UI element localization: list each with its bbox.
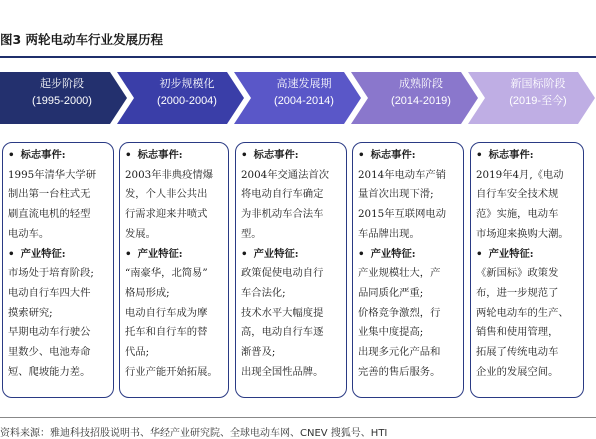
figure-title: 图3 两轮电动车行业发展历程 [0, 32, 164, 47]
card-line: 品同质化严重; [358, 286, 424, 299]
stage-name: 成熟阶段 [399, 77, 443, 90]
card-line: 为非机动车合法车 [241, 208, 324, 221]
card-line: 量首次出现下滑; [358, 188, 434, 201]
card-heading: • 产业特征: [476, 245, 579, 265]
card-line: 代品; [125, 346, 150, 359]
stage-card-1 [2, 142, 114, 398]
title-rule [0, 56, 596, 58]
card-heading: • 产业特征: [8, 245, 109, 265]
card-line: 车品牌出现。 [358, 227, 420, 240]
card-line: 格局形成; [125, 286, 170, 299]
card-line: 电动自行车成为摩 [125, 306, 208, 319]
card-line: 《新国标》政策发 [476, 267, 559, 280]
stage-label-4 [364, 76, 478, 118]
card-line: 电动自行车四大件 [8, 286, 91, 299]
card-line: 发，个人非公共出 [125, 188, 208, 201]
card-line: 范》实施，电动车 [476, 208, 559, 221]
card-line: 拓展了传统电动车 [476, 346, 559, 359]
stage-period: (2000-2004) [157, 95, 217, 107]
stage-card-5 [470, 142, 584, 398]
card-line: 业集中度提高; [358, 326, 424, 339]
card-line: 行业产能开始拓展。 [125, 365, 218, 378]
card-line: 摸索研究; [8, 306, 53, 319]
card-heading: • 产业特征: [358, 245, 459, 265]
stage-label-5 [481, 76, 595, 118]
card-line: 2015年互联网电动 [358, 208, 446, 221]
card-line: 2003年非典疫情爆 [125, 168, 213, 181]
card-line: 1995年清华大学研 [8, 168, 96, 181]
card-line: 完善的售后服务。 [358, 365, 441, 378]
stage-card-2 [119, 142, 229, 398]
card-line: 销售和使用管理， [476, 326, 559, 339]
stage-period: (2004-2014) [274, 95, 334, 107]
stage-period: (2014-2019) [391, 95, 451, 107]
card-line: 价格竞争激烈，行 [358, 306, 441, 319]
card-line: 行需求迎来井喷式 [125, 208, 208, 221]
source-note: 资料来源：雅迪科技招股说明书、华经产业研究院、全球电动车网、CNEV 搜狐号、HTI [0, 428, 388, 439]
stage-label-1 [0, 76, 124, 118]
card-heading: • 标志事件: [8, 146, 109, 166]
card-line: 2014年电动车产销 [358, 168, 446, 181]
card-line: “南豪华，北简易” [125, 267, 208, 280]
card-heading: • 标志事件: [476, 146, 579, 166]
card-heading: • 标志事件: [125, 146, 224, 166]
card-heading: • 标志事件: [241, 146, 342, 166]
source-rule [0, 417, 596, 418]
card-line: 2004年交通法首次 [241, 168, 329, 181]
card-line: 高，电动自行车逐 [241, 326, 324, 339]
stage-name: 新国标阶段 [510, 77, 566, 90]
card-line: 政策促使电动自行 [241, 267, 324, 280]
card-line: 渐普及; [241, 346, 276, 359]
card-line: 2019年4月,《电动 [476, 168, 564, 181]
card-heading: • 产业特征: [125, 245, 224, 265]
card-line: 布，进一步规范了 [476, 286, 559, 299]
card-line: 刷直流电机的轻型 [8, 208, 91, 221]
stage-name: 高速发展期 [276, 77, 332, 90]
card-line: 制出第一台柱式无 [8, 188, 91, 201]
card-line: 出现多元化产品和 [358, 346, 441, 359]
card-line: 企业的发展空间。 [476, 365, 559, 378]
card-line: 技术水平大幅度提 [241, 306, 324, 319]
card-line: 发展。 [125, 227, 156, 240]
card-line: 早期电动车行驶公 [8, 326, 91, 339]
card-line: 出现全国性品牌。 [241, 365, 324, 378]
stage-card-3 [235, 142, 347, 398]
stage-name: 初步规模化 [159, 77, 215, 90]
card-heading: • 产业特征: [241, 245, 342, 265]
card-line: 短、爬坡能力差。 [8, 365, 91, 378]
stage-card-4 [352, 142, 464, 398]
card-line: 车合法化; [241, 286, 286, 299]
card-line: 型。 [241, 227, 262, 240]
card-line: 产业规模壮大，产 [358, 267, 441, 280]
card-line: 里数少、电池寿命 [8, 346, 91, 359]
stage-period: (1995-2000) [32, 95, 92, 107]
stage-name: 起步阶段 [40, 77, 84, 90]
card-line: 市场处于培育阶段; [8, 267, 94, 280]
card-line: 将电动自行车确定 [241, 188, 324, 201]
card-line: 自行车安全技术规 [476, 188, 559, 201]
card-heading: • 标志事件: [358, 146, 459, 166]
card-line: 市场迎来换购大潮。 [476, 227, 569, 240]
card-line: 两轮电动车的生产、 [476, 306, 569, 319]
stage-label-3 [247, 76, 361, 118]
stage-label-2 [130, 76, 244, 118]
stage-period: (2019-至今) [509, 95, 567, 107]
card-line: 电动车。 [8, 227, 50, 240]
card-line: 托车和自行车的替 [125, 326, 208, 339]
